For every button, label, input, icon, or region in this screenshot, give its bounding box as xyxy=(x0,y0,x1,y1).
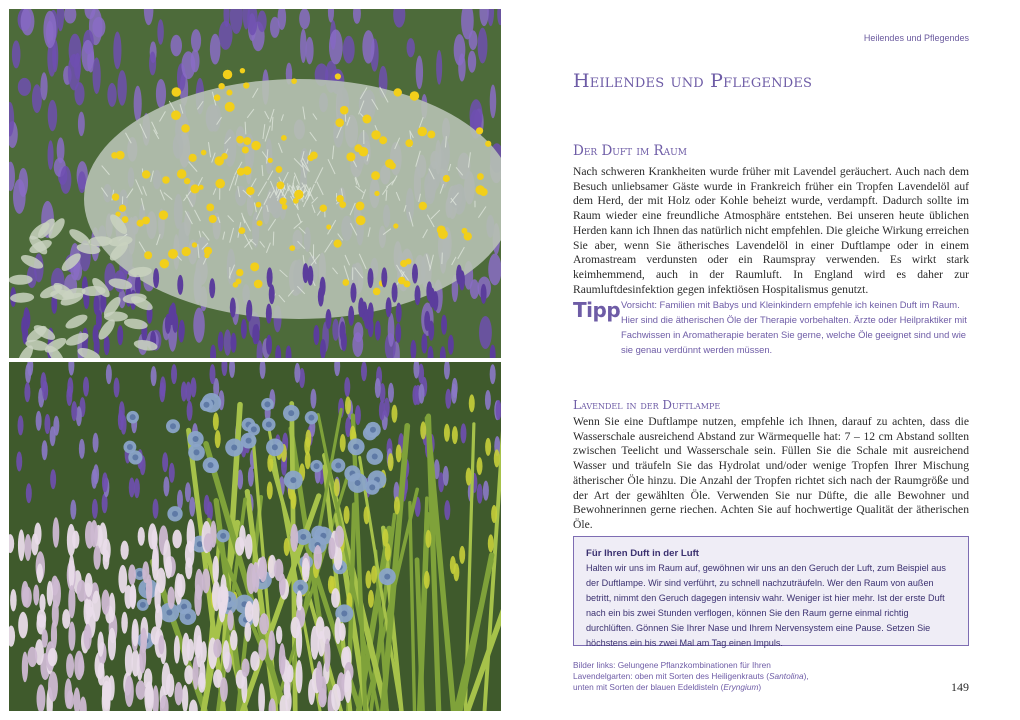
chapter-title: Heilendes und Pflegendes xyxy=(573,70,813,92)
section-heading-duftlampe: Lavendel in der Duftlampe xyxy=(573,398,721,412)
photo-caption xyxy=(573,660,833,693)
paragraph-duft-im-raum: Nach schweren Krankheiten wurde früher mit Lavendel geräuchert. Auch nach dem Besuch unliebsamer Gäste wurde in Frankreich früher ein Tropfen Lavendelöl auf dem Herd, der mit Holz oder Kohle beheizt wurde, verdampft. Dadurch sollte im Raum wieder eine freundliche Atmosphäre entstehen. Bei unseren heute üblichen Herden kann ich Ihnen das natürlich nicht empfehlen. Die gleiche Wirkung erreichen Sie aber, wenn Sie ätherisches Lavendelöl in einer Duftlampe oder in einem Aromastream verdunsten oder ein Raumspray verwenden. Es wirkt stark keimhemmend, auch in der Raumluft. In England wird es daher zur Raumluftdesinfektion gegen infektiösen Hospitalismus genutzt. xyxy=(573,165,969,296)
photo-santolina-lavender xyxy=(9,9,501,358)
photo-eryngium-lavender xyxy=(9,362,501,711)
running-header: Heilendes und Pflegendes xyxy=(863,33,969,43)
info-box xyxy=(573,536,969,646)
eryngium-lavender-image xyxy=(9,362,501,711)
section-heading-duft-im-raum: Der Duft im Raum xyxy=(573,143,687,159)
paragraph-duftlampe: Wenn Sie eine Duftlampe nutzen, empfehle ich Ihnen, darauf zu achten, dass die Wasserschale ausreichend Abstand zur Wärmequelle hat: 7 – 12 cm Abstand sollten zwischen Teelicht und Wasserschale sein. Füllen Sie die Schale mit ausreichend Wasser und träufeln Sie das Hydrolat und/oder wenige Tropfen Ihrer Mischung ätherischer Öle hinzu. Die Anzahl der Tropfen richtet sich nach der Raumgröße und der Art der gewählten Öle. Verwenden Sie nur Düfte, die alle Bewohner und Bewohnerinnen gerne riechen. Achten Sie auf hochwertige Qualität der ätherischen Öle. xyxy=(573,415,969,531)
tipp-text: Vorsicht: Familien mit Babys und Kleinkindern empfehle ich keinen Duft im Raum. Hier sind die ätherischen Öle der Therapie vorbehalten. Ärzte oder Heilpraktiker mit Fachwissen in Aromatherapie beraten Sie gerne, welche Öle geeignet sind und wie sie genau verdünnt werden müssen. xyxy=(621,299,967,355)
caption-line-3: unten mit Sorten der blauen Edeldisteln (Eryngium) xyxy=(573,682,762,692)
page-number: 149 xyxy=(951,680,969,694)
santolina-lavender-image xyxy=(9,9,501,358)
tipp-label: Tipp xyxy=(573,298,621,322)
info-box-title: Für Ihren Duft in der Luft xyxy=(586,548,699,559)
caption-line-2: Lavendelgarten: oben mit Sorten des Heiligenkrauts (Santolina), xyxy=(573,671,809,681)
info-box-text: Halten wir uns im Raum auf, gewöhnen wir uns an den Geruch der Luft, zum Beispiel aus der Duftlampe. Wir sind verführt, zu schnell nachzuträufeln. Wer den Raum von außen betritt, nimmt den Geruch dagegen intensiv wahr. Weniger ist hier mehr. Ist der erste Duft nach ein bis zwei Stunden verflogen, können Sie den Raum gerne einmal richtig durchlüften. Gönnen Sie Ihrer Nase und Ihrem Nervensystem eine Pause. Setzen Sie höchstens ein bis zwei Mal am Tag einen Impuls. xyxy=(586,563,946,648)
caption-line-1: Bilder links: Gelungene Pflanzkombinationen für Ihren xyxy=(573,660,771,670)
